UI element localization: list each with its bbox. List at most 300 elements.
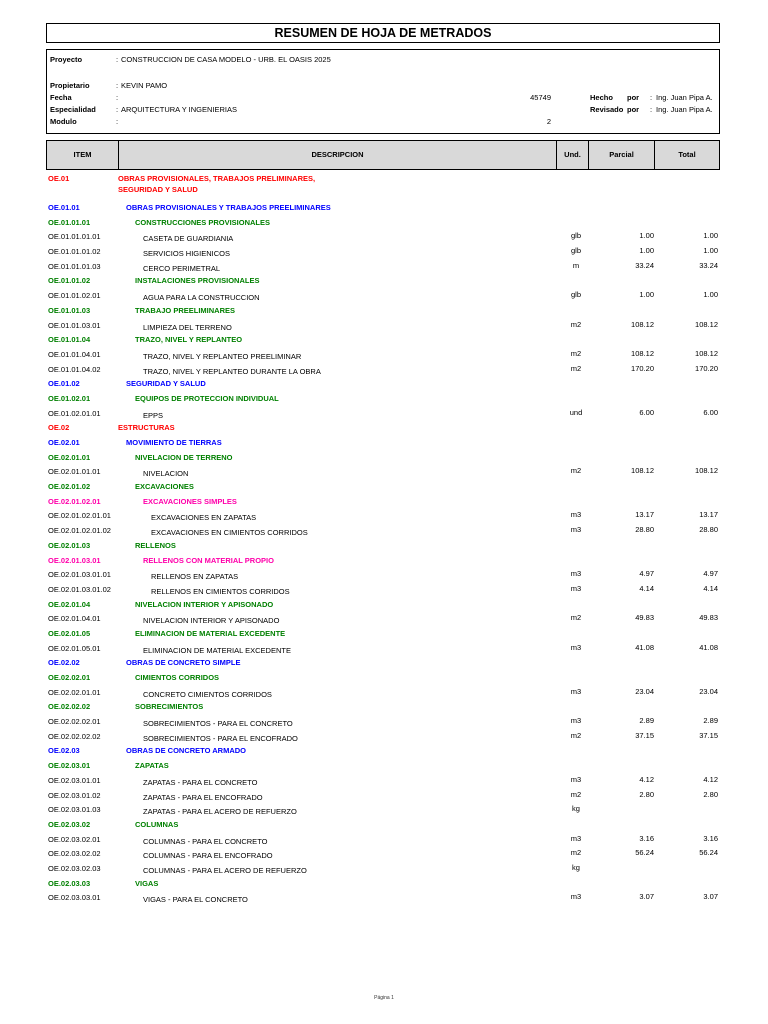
table-row xyxy=(46,568,720,583)
item-code: OE.01.01 xyxy=(48,203,80,212)
total-value: 33.24 xyxy=(699,260,718,270)
unit-value: kg xyxy=(572,804,580,814)
table-row xyxy=(46,319,720,334)
partial-value: 2.80 xyxy=(639,789,654,799)
item-description xyxy=(135,761,169,772)
table-row xyxy=(46,260,720,275)
project-value: CONSTRUCCION DE CASA MODELO - URB. EL OASIS 2025 xyxy=(121,55,331,64)
description-line: EQUIPOS DE PROTECCION INDIVIDUAL xyxy=(135,393,279,403)
table-row xyxy=(46,377,720,392)
table-row xyxy=(46,407,720,422)
table-row xyxy=(46,289,720,304)
colon: : xyxy=(650,105,653,114)
description-line: EPPS xyxy=(143,410,164,420)
item-code: OE.02.01.02.01.02 xyxy=(48,526,111,536)
description-line: SOBRECIMIENTOS - PARA EL CONCRETO xyxy=(143,719,293,729)
description-line: CASETA DE GUARDIANIA xyxy=(143,234,234,244)
total-value: 41.08 xyxy=(699,642,718,652)
partial-value: 170.20 xyxy=(631,363,654,373)
reviewed-by-value: Ing. Juan Pipa A. xyxy=(656,105,713,114)
partial-value: 3.16 xyxy=(639,833,654,843)
item-description xyxy=(135,394,279,405)
item-code: OE.01.02 xyxy=(48,379,80,389)
specialty-row xyxy=(47,104,719,116)
item-description xyxy=(151,572,238,583)
description-line: NIVELACION INTERIOR Y APISONADO xyxy=(135,599,274,609)
partial-value: 2.89 xyxy=(639,716,654,726)
description-line: SERVICIOS HIGIENICOS xyxy=(143,249,230,259)
unit-value: m3 xyxy=(570,642,582,652)
table-row xyxy=(46,847,720,862)
table-row xyxy=(46,392,720,407)
unit-value: m3 xyxy=(570,892,582,902)
table-row xyxy=(46,216,720,231)
table-row xyxy=(46,642,720,657)
item-description xyxy=(143,851,273,862)
item-description xyxy=(143,411,163,422)
description-line: RELLENOS EN ZAPATAS xyxy=(151,572,239,582)
description-line: ELIMINACION DE MATERIAL EXCEDENTE xyxy=(143,645,291,655)
unit-value: m2 xyxy=(570,613,582,623)
item-description xyxy=(151,513,256,524)
item-description xyxy=(135,335,242,346)
total-value: 6.00 xyxy=(703,407,718,417)
partial-value: 41.08 xyxy=(635,642,654,652)
item-code: OE.01.02.01 xyxy=(48,393,91,403)
item-description xyxy=(143,367,321,378)
item-code: OE.02.03.02.02 xyxy=(48,849,101,859)
description-line: SOBRECIMIENTOS - PARA EL ENCOFRADO xyxy=(143,733,298,743)
item-code: OE.02.01.03.01.02 xyxy=(48,584,111,594)
item-code: OE.02.02.01 xyxy=(48,673,91,682)
header-unit: Und. xyxy=(557,141,589,169)
partial-value: 1.00 xyxy=(639,231,654,241)
description-line: OBRAS PROVISIONALES Y TRABAJOS PREELIMINARES xyxy=(126,203,331,212)
item-code: OE.02.03.01.02 xyxy=(48,790,101,800)
item-code: OE.01.01.04 xyxy=(48,335,91,345)
table-row xyxy=(46,348,720,363)
item-code: OE.01.01.04.02 xyxy=(48,364,101,374)
item-description xyxy=(151,528,308,539)
total-value: 2.89 xyxy=(703,716,718,726)
description-line: ZAPATAS - PARA EL ENCOFRADO xyxy=(143,792,263,802)
colon: : xyxy=(116,105,119,114)
item-description xyxy=(135,702,203,713)
module-value: 2 xyxy=(546,117,551,126)
partial-value: 108.12 xyxy=(631,319,654,329)
date-value: 45749 xyxy=(530,93,551,102)
total-value: 23.04 xyxy=(699,686,718,696)
total-value: 108.12 xyxy=(695,348,718,358)
item-description xyxy=(143,469,188,480)
date-row xyxy=(47,92,719,104)
item-code: OE.02.03 xyxy=(48,746,80,756)
partial-value: 49.83 xyxy=(635,613,654,623)
table-row xyxy=(46,465,720,480)
item-code: OE.01.01.02 xyxy=(48,276,91,286)
unit-value: glb xyxy=(570,290,581,300)
header-total: Total xyxy=(678,150,696,159)
table-row xyxy=(46,789,720,804)
description-line: SOBRECIMIENTOS xyxy=(135,702,204,712)
total-value: 108.12 xyxy=(695,466,718,476)
description-line: AGUA PARA LA CONSTRUCCION xyxy=(143,293,260,303)
description-line: EXCAVACIONES EN CIMIENTOS CORRIDOS xyxy=(151,528,308,538)
item-description xyxy=(151,587,290,598)
item-code: OE.02.02.01.01 xyxy=(48,687,101,697)
unit-value: m3 xyxy=(570,686,582,696)
item-description xyxy=(143,234,233,245)
partial-value: 37.15 xyxy=(635,730,654,740)
unit-value: m3 xyxy=(570,833,582,843)
description-line: NIVELACION INTERIOR Y APISONADO xyxy=(143,616,280,626)
item-description xyxy=(143,293,260,304)
item-description xyxy=(143,719,293,730)
item-description xyxy=(118,423,175,434)
description-line: VIGAS - PARA EL CONCRETO xyxy=(143,895,248,905)
item-description xyxy=(143,866,307,877)
table-row xyxy=(46,274,720,289)
item-description xyxy=(126,379,206,390)
table-row xyxy=(46,612,720,627)
project-row xyxy=(47,54,719,66)
page-number: Página 1 xyxy=(374,995,394,1001)
partial-value: 4.14 xyxy=(639,583,654,593)
colon: : xyxy=(116,55,119,64)
description-line: RELLENOS xyxy=(135,540,176,550)
item-code: OE.02.02.02.01 xyxy=(48,717,101,727)
table-row xyxy=(46,583,720,598)
total-value: 4.14 xyxy=(703,583,718,593)
description-line: EXCAVACIONES EN ZAPATAS xyxy=(151,513,257,523)
item-code: OE.01.01.02.01 xyxy=(48,291,101,301)
description-line: COLUMNAS - PARA EL ACERO DE REFUERZO xyxy=(143,865,307,875)
item-description xyxy=(143,616,279,627)
item-code: OE.02.03.01 xyxy=(48,761,91,771)
item-description xyxy=(135,673,219,684)
table-row xyxy=(46,333,720,348)
item-description xyxy=(135,820,178,831)
item-code: OE.01.01.04.01 xyxy=(48,349,101,359)
unit-value: m3 xyxy=(570,510,582,520)
description-line: RELLENOS EN CIMIENTOS CORRIDOS xyxy=(151,586,290,596)
partial-value: 3.07 xyxy=(639,892,654,902)
description-line: MOVIMIENTO DE TIERRAS xyxy=(126,438,222,447)
item-code: OE.02.03.02.01 xyxy=(48,834,101,844)
item-description xyxy=(126,746,246,757)
unit-value: m2 xyxy=(570,348,582,358)
module-label: Modulo xyxy=(50,117,77,126)
unit-value: m2 xyxy=(570,363,582,373)
total-value: 1.00 xyxy=(703,246,718,256)
item-code: OE.02.03.02 xyxy=(48,819,91,829)
colon: : xyxy=(116,117,119,126)
description-line: LIMPIEZA DEL TERRENO xyxy=(143,322,232,332)
description-line: VIGAS xyxy=(135,878,159,888)
item-description xyxy=(135,218,270,229)
item-description xyxy=(135,600,273,611)
total-value: 3.07 xyxy=(703,892,718,902)
specialty-value: ARQUITECTURA Y INGENIERIAS xyxy=(121,105,237,114)
item-description xyxy=(143,895,248,906)
item-code: OE.02.01.02.01 xyxy=(48,496,101,506)
item-description xyxy=(143,556,274,567)
total-value: 1.00 xyxy=(703,290,718,300)
description-line: CONSTRUCCIONES PROVISIONALES xyxy=(135,217,271,227)
table-row xyxy=(46,554,720,569)
made-by-por: por xyxy=(627,93,640,102)
item-code: OE.02.01 xyxy=(48,438,80,447)
description-line: ESTRUCTURAS xyxy=(118,423,175,433)
item-code: OE.01.01.01 xyxy=(48,217,91,227)
table-row xyxy=(46,818,720,833)
description-line: SEGURIDAD Y SALUD xyxy=(118,184,198,194)
table-row xyxy=(46,833,720,848)
total-value: 28.80 xyxy=(699,525,718,535)
item-code: OE.02.03.01.03 xyxy=(48,805,101,815)
description-line: TRAZO, NIVEL Y REPLANTEO DURANTE LA OBRA xyxy=(143,366,321,376)
date-label: Fecha xyxy=(50,93,72,102)
item-code: OE.02.01.05.01 xyxy=(48,643,101,653)
item-code: OE.02.01.04.01 xyxy=(48,614,101,624)
unit-value: m3 xyxy=(570,774,582,784)
table-row xyxy=(46,539,720,554)
description-line: COLUMNAS - PARA EL ENCOFRADO xyxy=(143,851,273,861)
colon: : xyxy=(116,81,119,90)
description-line: OBRAS DE CONCRETO ARMADO xyxy=(126,746,247,756)
project-label: Proyecto xyxy=(50,55,83,64)
unit-value: glb xyxy=(570,231,581,241)
partial-value: 1.00 xyxy=(639,246,654,256)
item-code: OE.01.01.01.01 xyxy=(48,232,101,242)
total-value: 3.16 xyxy=(703,833,718,843)
description-line: ELIMINACION DE MATERIAL EXCEDENTE xyxy=(135,628,286,638)
item-description xyxy=(143,734,298,745)
unit-value: m2 xyxy=(570,789,582,799)
description-line: CERCO PERIMETRAL xyxy=(143,263,221,273)
table-row xyxy=(46,715,720,730)
unit-value: m3 xyxy=(570,569,582,579)
description-line: TRAZO, NIVEL Y REPLANTEO PREELIMINAR xyxy=(143,351,302,361)
item-description xyxy=(143,778,257,789)
table-row xyxy=(46,656,720,671)
total-value: 1.00 xyxy=(703,231,718,241)
item-code: OE.02.03.03 xyxy=(48,878,91,888)
description-line: NIVELACION xyxy=(143,469,189,479)
table-row xyxy=(46,436,720,451)
total-value: 2.80 xyxy=(703,789,718,799)
header-description: DESCRIPCION xyxy=(119,141,557,169)
document-title: RESUMEN DE HOJA DE METRADOS xyxy=(46,23,720,43)
made-by-value: Ing. Juan Pipa A. xyxy=(656,93,713,102)
description-line: CIMIENTOS CORRIDOS xyxy=(135,673,220,682)
table-row xyxy=(46,730,720,745)
description-line: EXCAVACIONES xyxy=(135,482,194,492)
item-description xyxy=(143,323,232,334)
description-line: ZAPATAS - PARA EL CONCRETO xyxy=(143,777,258,787)
item-description xyxy=(143,646,291,657)
total-value: 49.83 xyxy=(699,613,718,623)
item-description xyxy=(126,438,222,449)
item-code: OE.02.01.02.01.01 xyxy=(48,511,111,521)
description-line: COLUMNAS - PARA EL CONCRETO xyxy=(143,836,268,846)
item-description xyxy=(135,482,194,493)
table-header xyxy=(46,140,720,170)
item-description xyxy=(135,306,235,317)
reviewed-by-label: Revisado xyxy=(590,105,624,114)
description-line: TRABAJO PREELIMINARES xyxy=(135,305,236,315)
unit-value: m3 xyxy=(570,716,582,726)
description-line: COLUMNAS xyxy=(135,819,179,829)
description-line: EXCAVACIONES SIMPLES xyxy=(143,496,237,506)
item-description xyxy=(135,879,158,890)
table-row xyxy=(46,598,720,613)
item-description xyxy=(143,837,267,848)
item-description xyxy=(143,264,220,275)
partial-value: 108.12 xyxy=(631,348,654,358)
table-row xyxy=(46,862,720,877)
table-row xyxy=(46,421,720,436)
table-row xyxy=(46,774,720,789)
item-description xyxy=(135,629,285,640)
table-row xyxy=(46,744,720,759)
partial-value: 28.80 xyxy=(635,525,654,535)
partial-value: 23.04 xyxy=(635,686,654,696)
item-code: OE.02.01.03 xyxy=(48,540,91,550)
total-value: 37.15 xyxy=(699,730,718,740)
description-line: OBRAS PROVISIONALES, TRABAJOS PRELIMINARES, xyxy=(118,174,316,183)
partial-value: 4.97 xyxy=(639,569,654,579)
description-line: ZAPATAS - PARA EL ACERO DE REFUERZO xyxy=(143,807,297,817)
item-code: OE.02.03.01.01 xyxy=(48,775,101,785)
item-code: OE.02 xyxy=(48,423,70,433)
item-code: OE.02.01.01 xyxy=(48,452,91,462)
table-row xyxy=(46,759,720,774)
item-description xyxy=(135,453,233,464)
description-line: NIVELACION DE TERRENO xyxy=(135,452,233,462)
unit-value: m2 xyxy=(570,319,582,329)
partial-value: 13.17 xyxy=(635,510,654,520)
description-line: CONCRETO CIMIENTOS CORRIDOS xyxy=(143,689,272,699)
table-row xyxy=(46,509,720,524)
table-row xyxy=(46,363,720,378)
item-code: OE.02.02 xyxy=(48,658,80,668)
total-value: 108.12 xyxy=(695,319,718,329)
item-code: OE.02.01.01.01 xyxy=(48,467,101,477)
item-code: OE.02.02.02 xyxy=(48,702,91,712)
table-row xyxy=(46,524,720,539)
item-code: OE.02.02.02.02 xyxy=(48,731,101,741)
table-row xyxy=(46,201,720,216)
table-row xyxy=(46,700,720,715)
item-code: OE.02.01.03.01.01 xyxy=(48,570,111,580)
made-by-label: Hecho xyxy=(590,93,613,102)
item-description xyxy=(126,658,240,669)
owner-row xyxy=(47,80,719,92)
description-line: SEGURIDAD Y SALUD xyxy=(126,379,206,389)
unit-value: m3 xyxy=(570,583,582,593)
item-description xyxy=(118,174,315,195)
item-code: OE.02.01.04 xyxy=(48,599,91,609)
total-value: 13.17 xyxy=(699,510,718,520)
unit-value: m xyxy=(572,260,580,270)
partial-value: 6.00 xyxy=(639,407,654,417)
table-row xyxy=(46,627,720,642)
owner-label: Propietario xyxy=(50,81,90,90)
header-partial: Parcial xyxy=(589,141,655,169)
unit-value: glb xyxy=(570,246,581,256)
table-row xyxy=(46,230,720,245)
item-description xyxy=(143,352,301,363)
table-row xyxy=(46,671,720,686)
colon: : xyxy=(116,93,119,102)
owner-value: KEVIN PAMO xyxy=(121,81,168,90)
table-row xyxy=(46,245,720,260)
description-line: ZAPATAS xyxy=(135,761,169,771)
unit-value: m2 xyxy=(570,730,582,740)
partial-value: 33.24 xyxy=(635,260,654,270)
partial-value: 4.12 xyxy=(639,774,654,784)
item-description xyxy=(126,203,331,214)
item-code: OE.01.01.03.01 xyxy=(48,320,101,330)
table-row xyxy=(46,304,720,319)
item-code: OE.01.01.01.02 xyxy=(48,247,101,257)
project-info xyxy=(46,49,720,134)
unit-value: m3 xyxy=(570,525,582,535)
unit-value: kg xyxy=(572,862,580,872)
metrados-table xyxy=(46,172,720,906)
table-row xyxy=(46,480,720,495)
total-value: 170.20 xyxy=(695,363,718,373)
unit-value: und xyxy=(569,407,583,417)
item-code: OE.01.02.01.01 xyxy=(48,408,101,418)
item-code: OE.02.03.03.01 xyxy=(48,893,101,903)
partial-value: 56.24 xyxy=(635,848,654,858)
total-value: 4.12 xyxy=(703,774,718,784)
item-code: OE.01 xyxy=(48,174,70,183)
header-item: ITEM xyxy=(47,141,119,169)
item-code: OE.02.01.02 xyxy=(48,482,91,492)
description-line: RELLENOS CON MATERIAL PROPIO xyxy=(143,555,274,565)
total-value: 4.97 xyxy=(703,569,718,579)
description-line: OBRAS DE CONCRETO SIMPLE xyxy=(126,658,241,668)
unit-value: m2 xyxy=(570,466,582,476)
partial-value: 1.00 xyxy=(639,290,654,300)
item-description xyxy=(143,497,237,508)
specialty-label: Especialidad xyxy=(50,105,96,114)
table-row xyxy=(46,803,720,818)
item-code: OE.02.03.02.03 xyxy=(48,863,101,873)
table-row xyxy=(46,451,720,466)
item-code: OE.01.01.03 xyxy=(48,305,91,315)
item-code: OE.02.01.05 xyxy=(48,628,91,638)
table-row xyxy=(46,495,720,510)
table-row xyxy=(46,686,720,701)
description-line: INSTALACIONES PROVISIONALES xyxy=(135,276,260,286)
total-value: 56.24 xyxy=(699,848,718,858)
unit-value: m2 xyxy=(570,848,582,858)
item-code: OE.02.01.03.01 xyxy=(48,555,101,565)
partial-value: 108.12 xyxy=(631,466,654,476)
table-row xyxy=(46,891,720,906)
item-description xyxy=(143,690,272,701)
description-line: TRAZO, NIVEL Y REPLANTEO xyxy=(135,335,243,345)
table-row xyxy=(46,877,720,892)
item-description xyxy=(135,276,259,287)
table-row xyxy=(46,172,720,201)
item-code: OE.01.01.01.03 xyxy=(48,261,101,271)
item-description xyxy=(143,793,263,804)
